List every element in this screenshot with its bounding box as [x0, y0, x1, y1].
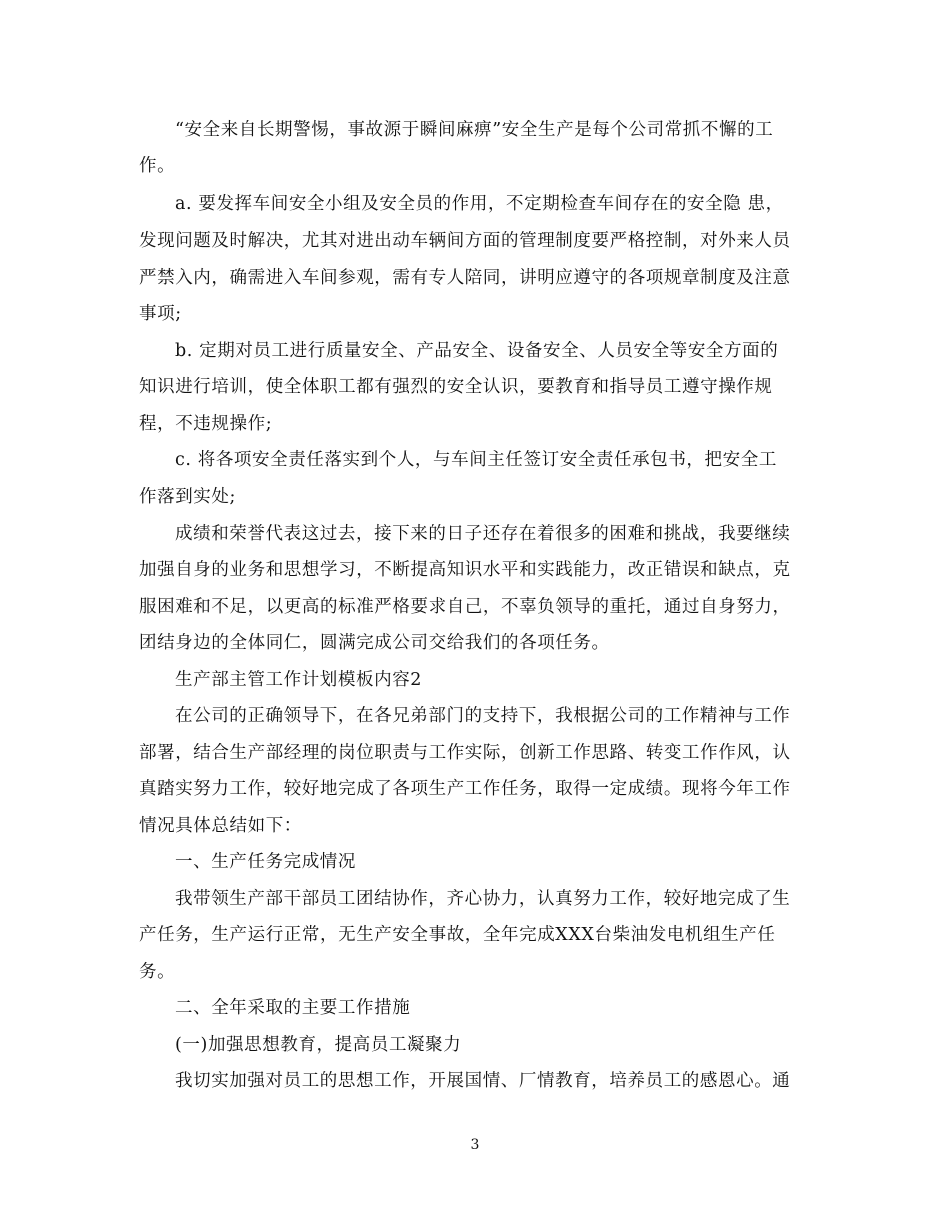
paragraph-6-line-2: 部署，结合生产部经理的岗位职责与工作实际，创新工作思路、转变工作作风，认: [139, 743, 791, 763]
section-heading-plan-2: 生产部主管工作计划模板内容2: [175, 670, 423, 690]
paragraph-3-line-3: 程，不违规操作;: [139, 414, 273, 434]
heading-main-measures: 二、全年采取的主要工作措施: [175, 998, 411, 1018]
paragraph-5-line-2: 加强自身的业务和思想学习，不断提高知识水平和实践能力，改正错误和缺点，克: [139, 560, 791, 580]
paragraph-8-line-1: 我切实加强对员工的思想工作，开展国情、厂情教育，培养员工的感恩心。通: [175, 1071, 791, 1091]
paragraph-7-line-2: 产任务，生产运行正常，无生产安全事故，全年完成XXX台柴油发电机组生产任: [139, 925, 776, 945]
paragraph-2-line-4: 事项;: [139, 304, 182, 324]
paragraph-7-line-3: 务。: [139, 962, 176, 982]
paragraph-6-line-4: 情况具体总结如下：: [139, 816, 302, 836]
paragraph-4-line-1: c. 将各项安全责任落实到个人，与车间主任签订安全责任承包书，把安全工: [175, 450, 777, 470]
paragraph-4-line-2: 作落到实处;: [139, 487, 236, 507]
paragraph-1-line-2: 作。: [139, 156, 176, 176]
paragraph-2-line-1: a. 要发挥车间安全小组及安全员的作用，不定期检查车间存在的安全隐 患，: [175, 194, 784, 214]
paragraph-5-line-3: 服困难和不足，以更高的标准严格要求自己，不辜负领导的重托，通过自身努力，: [139, 597, 791, 617]
paragraph-6-line-1: 在公司的正确领导下，在各兄弟部门的支持下，我根据公司的工作精神与工作: [175, 706, 791, 726]
paragraph-5-line-4: 团结身边的全体同仁，圆满完成公司交给我们的各项任务。: [139, 633, 610, 653]
paragraph-3-line-2: 知识进行培训，使全体职工都有强烈的安全认识，要教育和指导员工遵守操作规: [139, 377, 773, 397]
paragraph-2-line-2: 发现问题及时解决，尤其对进出动车辆间方面的管理制度要严格控制，对外来人员: [139, 231, 791, 251]
paragraph-3-line-1: b. 定期对员工进行质量安全、产品安全、设备安全、人员安全等安全方面的: [175, 341, 779, 361]
subheading-ideological-education: (一)加强思想教育，提高员工凝聚力: [175, 1035, 462, 1055]
paragraph-2-line-3: 严禁入内，确需进入车间参观，需有专人陪同，讲明应遵守的各项规章制度及注意: [139, 268, 791, 288]
page-number: 3: [470, 1137, 480, 1153]
paragraph-1-line-1: “安全来自长期警惕，事故源于瞬间麻痹”安全生产是每个公司常抓不懈的工: [175, 120, 774, 140]
paragraph-6-line-3: 真踏实努力工作，较好地完成了各项生产工作任务，取得一定成绩。现将今年工作: [139, 779, 791, 799]
heading-production-tasks: 一、生产任务完成情况: [175, 852, 356, 872]
paragraph-7-line-1: 我带领生产部干部员工团结协作，齐心协力，认真努力工作，较好地完成了生: [175, 889, 791, 909]
paragraph-5-line-1: 成绩和荣誉代表这过去，接下来的日子还存在着很多的困难和挑战，我要继续: [175, 524, 791, 544]
